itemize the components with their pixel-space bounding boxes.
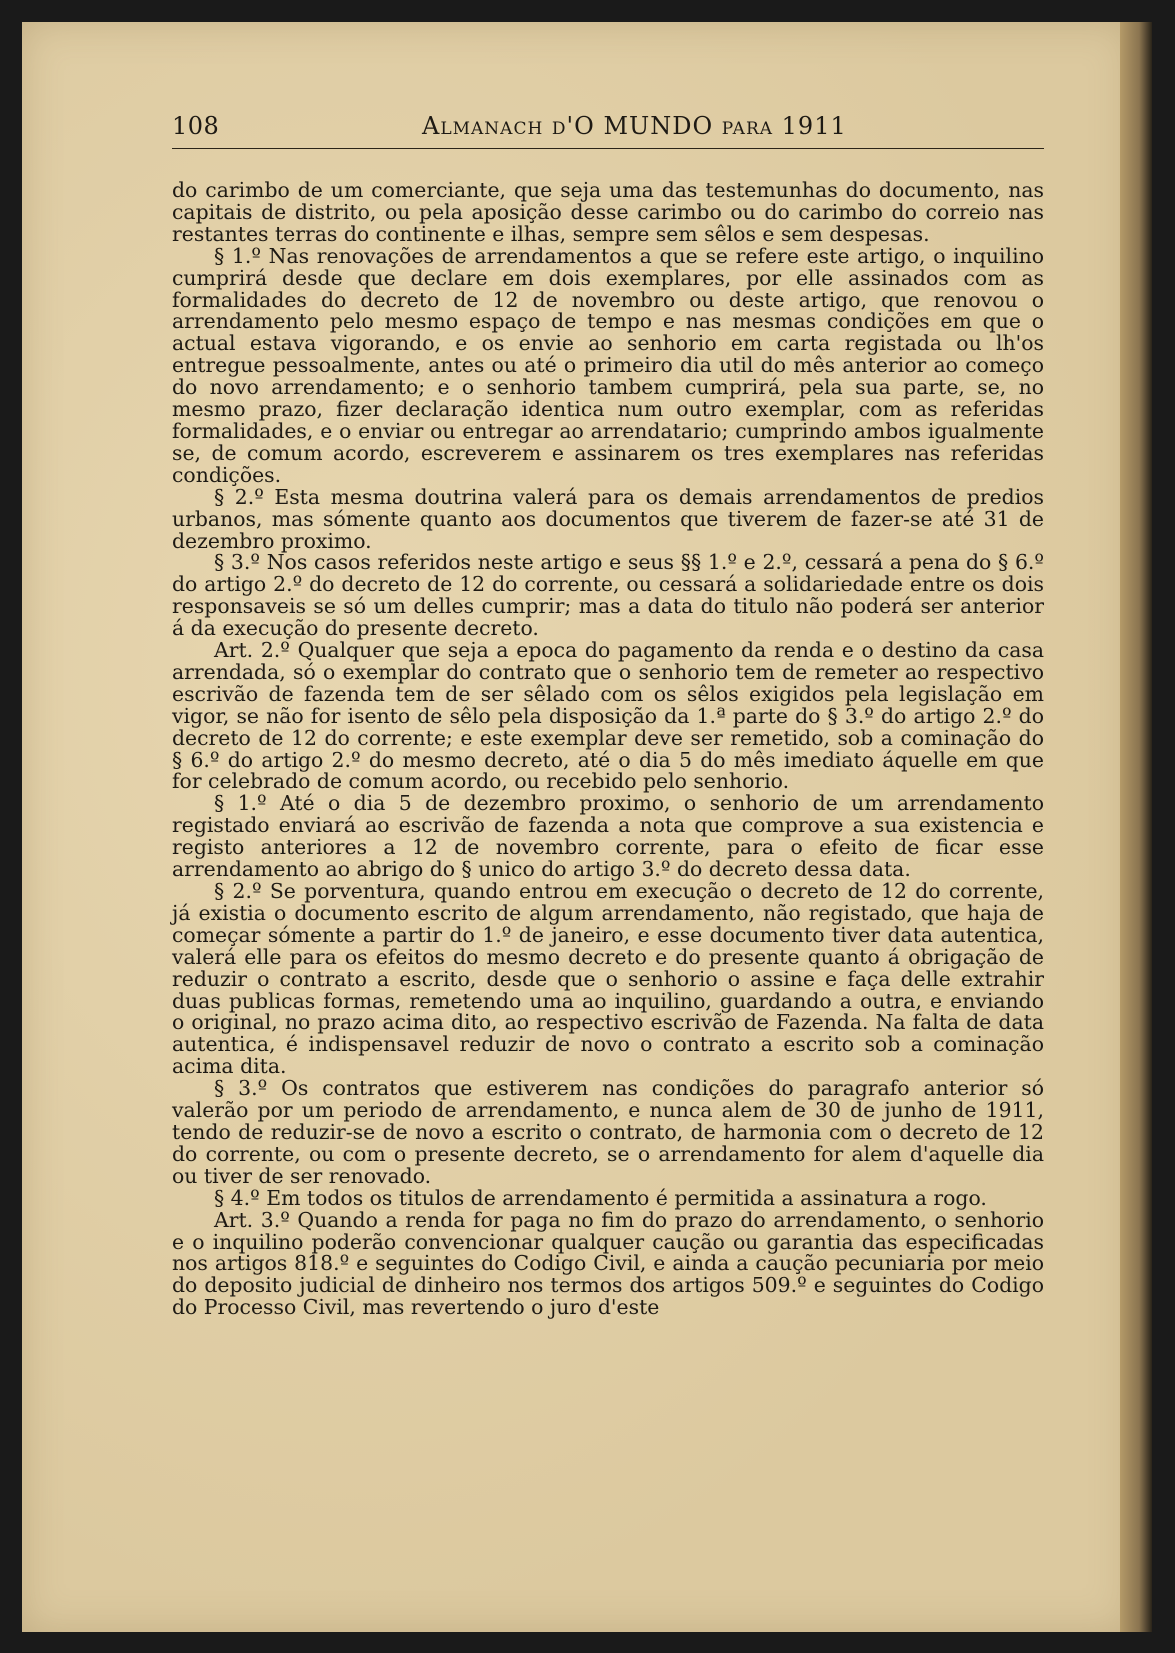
page-number: 108 — [172, 112, 220, 140]
paragraph: § 2.º Esta mesma doutrina valerá para os demais arrendamentos de predios urbanos, mas sómente quanto aos documentos que tiverem de fazer-se até 31 de dezembro proximo. — [172, 484, 1044, 553]
page-header — [172, 112, 1044, 149]
paragraph: Art. 3.º Quando a renda for paga no fim do prazo do arrendamento, o senhorio e o inquilino poderão convencionar qualquer caução ou garantia das especificadas nos artigos 818.º e seguintes do Codigo Civil, e ainda a caução pecuniaria por meio do deposito judicial de dinheiro nos termos dos artigos 509.º e seguintes do Codigo do Processo Civil, mas revertendo o juro d'este — [172, 1207, 1044, 1320]
paragraph: § 1.º Nas renovações de arrendamentos a que se refere este artigo, o inquilino cumprirá desde que declare em dois exemplares, por elle assinados com as formalidades do decreto de 12 de novembro ou deste artigo, que renovou o arrendamento pelo mesmo espaço de tempo e nas mesmas condições em que o actual estava vigorando, e os envie ao senhorio em carta registada ou lh'os entregue pessoalmente, antes ou até o primeiro dia util do mês anterior ao começo do novo arrendamento; e o senhorio tambem cumprirá, pela sua parte, se, no mesmo prazo, fizer declaração identica num outro exemplar, com as referidas formalidades, e o enviar ou entregar ao arrendatario; cumprindo ambos igualmente se, de comum acordo, escreverem e assinarem os tres exemplares nas referidas condições. — [172, 243, 1044, 487]
paragraph: § 4.º Em todos os titulos de arrendamento é permitida a assinatura a rogo. — [214, 1185, 987, 1210]
paragraph: § 3.º Nos casos referidos neste artigo e seus §§ 1.º e 2.º, cessará a pena do § 6.º do artigo 2.º do decreto de 12 do corrente, ou cessará a solidariedade entre os dois responsaveis se só um delles cumprir; mas a data do titulo não poderá ser anterior á da execução do presente decreto. — [172, 550, 1044, 641]
page-edge — [1120, 22, 1152, 1632]
paragraph: Art. 2.º Qualquer que seja a epoca do pagamento da renda e o destino da casa arrendada, só o exemplar do contrato que o senhorio tem de remeter ao respectivo escrivão de fazenda tem de ser sêlado com os sêlos exigidos pela legislação em vigor, se não for isento de sêlo pela disposição da 1.ª parte do § 3.º do artigo 2.º do decreto de 12 do corrente; e este exemplar deve ser remetido, sob a cominação do § 6.º do artigo 2.º do mesmo decreto, até o dia 5 do mês imediato áquelle em que for celebrado de comum acordo, ou recebido pelo senhorio. — [172, 638, 1044, 794]
paragraph: § 3.º Os contratos que estiverem nas condições do paragrafo anterior só valerão por um periodo de arrendamento, e nunca alem de 30 de junho de 1911, tendo de reduzir-se de novo a escrito o contrato, de harmonia com o decreto de 12 do corrente, ou com o presente decreto, se o arrendamento for alem d'aquelle dia ou tiver de ser renovado. — [172, 1076, 1044, 1188]
paragraph: do carimbo de um comerciante, que seja uma das testemunhas do documento, nas capitais de distrito, ou pela aposição desse carimbo ou do carimbo do correio nas restantes terras do continente e ilhas, sempre sem sêlos e sem despesas. — [172, 178, 1044, 246]
body-text — [172, 180, 1044, 1319]
paragraph: § 1.º Até o dia 5 de dezembro proximo, o senhorio de um arrendamento registado enviará ao escrivão de fazenda a nota que comprove a sua existencia e registo anteriores a 12 de novembro corrente, para o efeito de ficar esse arrendamento ao abrigo do § unico do artigo 3.º do decreto dessa data. — [172, 791, 1044, 882]
running-title: Almanach d'O MUNDO para 1911 — [422, 112, 847, 140]
paragraph: § 2.º Se porventura, quando entrou em execução o decreto de 12 do corrente, já existia o documento escrito de algum arrendamento, não registado, que haja de começar sómente a partir do 1.º de janeiro, e esse documento tiver data autentica, valerá elle para os efeitos do mesmo decreto e do presente quanto á obrigação de reduzir o contrato a escrito, desde que o senhorio o assine e faça delle extrahir duas publicas formas, remetendo uma ao inquilino, guardando a outra, e enviando o original, no prazo acima dito, ao respectivo escrivão de Fazenda. Na falta de data autentica, é indispensavel reduzir de novo o contrato a escrito sob a cominação acima dita. — [172, 879, 1044, 1079]
